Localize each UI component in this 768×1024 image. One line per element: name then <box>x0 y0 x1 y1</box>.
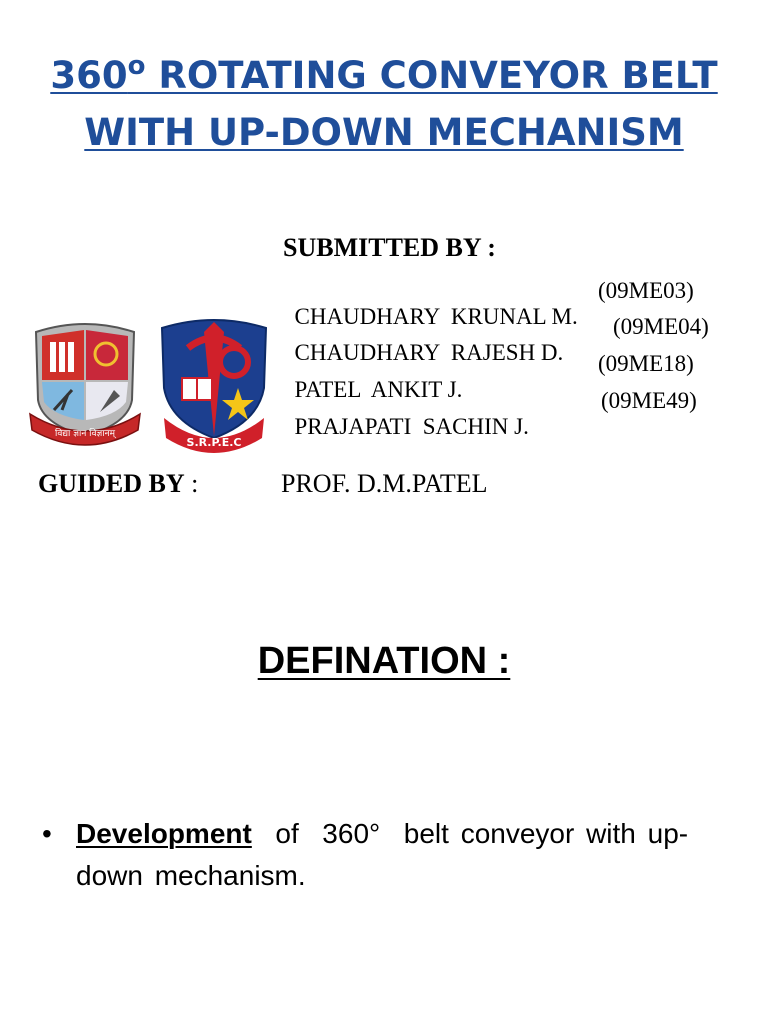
member-roll: (09ME49) <box>601 388 697 413</box>
page-title <box>0 38 768 161</box>
bullet-term: Development <box>76 818 252 849</box>
guided-by-label: GUIDED BY : <box>38 469 199 498</box>
member-roll: (09ME04) <box>613 314 709 339</box>
title-line-1: 360$^o$ ROTATING CONVEYOR BELT <box>50 51 718 97</box>
srpec-logo <box>158 318 270 454</box>
team-member <box>283 388 697 440</box>
guide-name: PROF. D.M.PATEL <box>281 469 488 498</box>
bullet-body: of 360° belt conveyor with up-down mechanism. <box>76 818 689 891</box>
srpec-ribbon-text: S.R.P.E.C <box>186 436 242 449</box>
bullet-text <box>76 813 736 897</box>
gtu-logo <box>28 320 142 452</box>
member-name: CHAUDHARY RAJESH D. <box>294 340 564 365</box>
member-name: PATEL ANKIT J. <box>294 377 463 402</box>
submitted-by-heading: SUBMITTED BY : <box>283 233 496 262</box>
gtu-motto: विद्या ज्ञान विज्ञानम् <box>55 429 115 439</box>
member-roll: (09ME18) <box>598 351 694 376</box>
bullet-icon: • <box>42 818 52 849</box>
member-roll: (09ME03) <box>598 278 694 303</box>
member-name: PRAJAPATI SACHIN J. <box>294 414 529 439</box>
title-line-2: WITH UP-DOWN MECHANISM <box>84 111 684 154</box>
member-name: CHAUDHARY KRUNAL M. <box>294 304 578 329</box>
definition-heading: DEFINATION : <box>257 640 511 682</box>
